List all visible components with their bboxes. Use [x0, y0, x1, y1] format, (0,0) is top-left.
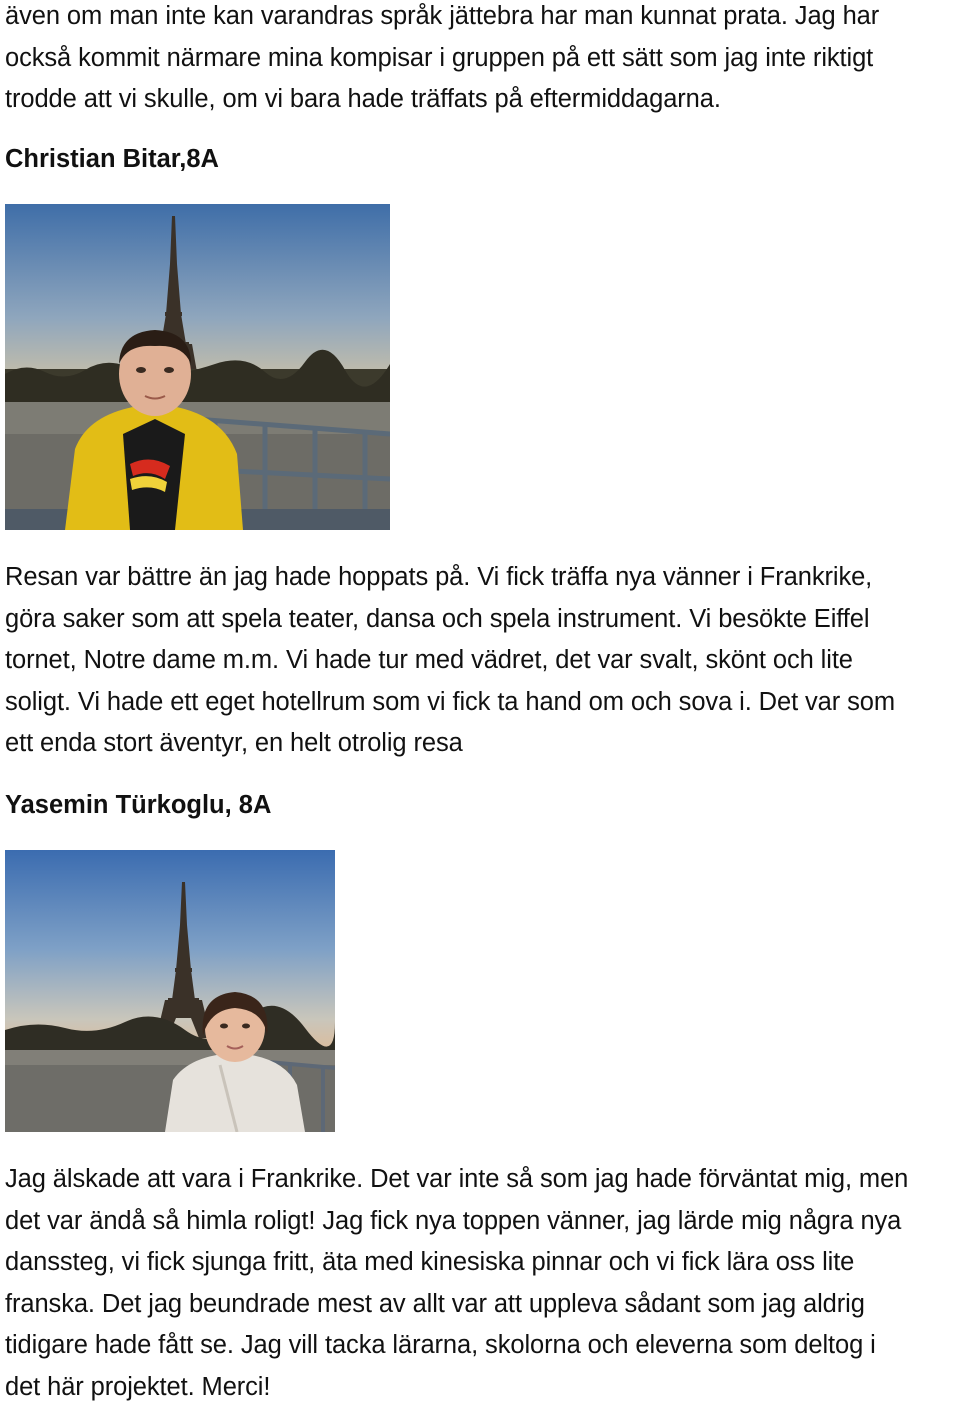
text-line: det här projektet. Merci!: [5, 1367, 960, 1408]
text-line: franska. Det jag beundrade mest av allt var att uppleva sådant som jag aldrig: [5, 1284, 960, 1326]
photo-girl-eiffel-tower: [5, 850, 335, 1132]
photo-girl-eiffel-tower-graphic: [5, 850, 335, 1132]
photo-boy-eiffel-tower: [5, 204, 390, 530]
entry-paragraph: [5, 1159, 960, 1408]
author-name: Christian Bitar,8A: [5, 145, 219, 174]
text-line: soligt. Vi hade ett eget hotellrum som vi fick ta hand om och sova i. Det var som: [5, 682, 960, 724]
text-line: danssteg, vi fick sjunga fritt, äta med kinesiska pinnar och vi fick lära oss lite: [5, 1242, 960, 1284]
text-line: tornet, Notre dame m.m. Vi hade tur med vädret, det var svalt, skönt och lite: [5, 640, 960, 682]
text-line: trodde att vi skulle, om vi bara hade träffats på eftermiddagarna.: [5, 79, 960, 121]
text-line: även om man inte kan varandras språk jättebra har man kunnat prata. Jag har: [5, 0, 960, 38]
text-line: tidigare hade fått se. Jag vill tacka lärarna, skolorna och eleverna som deltog i: [5, 1325, 960, 1367]
text-line: också kommit närmare mina kompisar i gruppen på ett sätt som jag inte riktigt: [5, 38, 960, 80]
text-line: Jag älskade att vara i Frankrike. Det var inte så som jag hade förväntat mig, men: [5, 1159, 960, 1201]
photo-boy-eiffel-tower-graphic: [5, 204, 390, 530]
text-line: göra saker som att spela teater, dansa och spela instrument. Vi besökte Eiffel: [5, 599, 960, 641]
entry-paragraph: [5, 557, 960, 765]
author-name: Yasemin Türkoglu, 8A: [5, 791, 271, 820]
text-line: ett enda stort äventyr, en helt otrolig resa: [5, 723, 960, 765]
text-line: det var ändå så himla roligt! Jag fick nya toppen vänner, jag lärde mig några nya: [5, 1201, 960, 1243]
intro-paragraph: [5, 0, 960, 121]
text-line: Resan var bättre än jag hade hoppats på. Vi fick träffa nya vänner i Frankrike,: [5, 557, 960, 599]
